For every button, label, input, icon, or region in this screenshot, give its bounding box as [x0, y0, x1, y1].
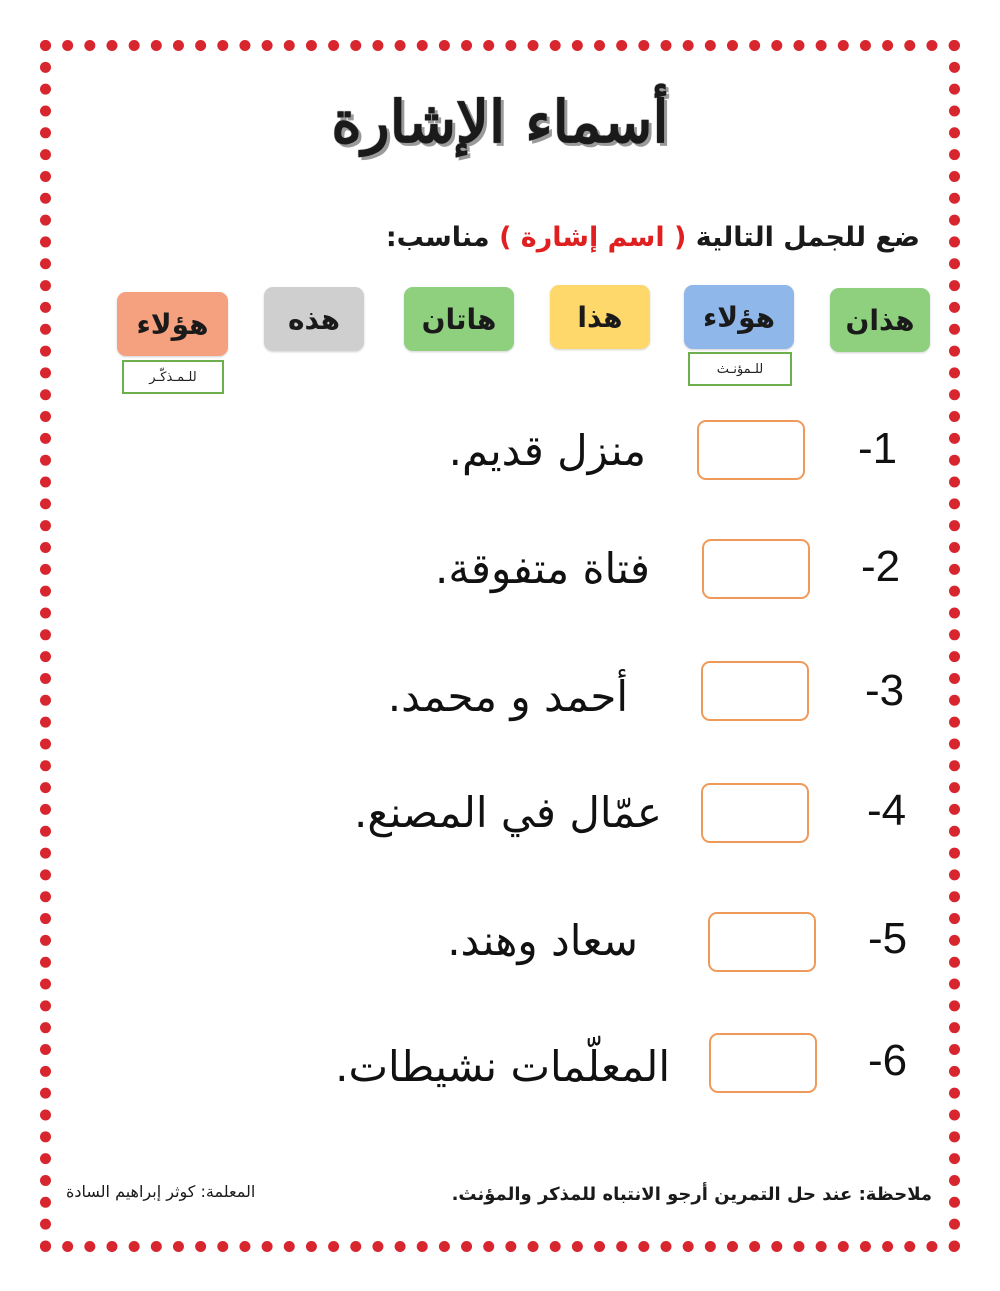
- word-note-masculine: للـمـذكّـر: [122, 360, 224, 394]
- question-1-answer-box[interactable]: [697, 420, 805, 480]
- word-note-feminine: للـمؤنـث: [688, 352, 792, 386]
- question-4-answer-box[interactable]: [701, 783, 809, 843]
- question-3-answer-box[interactable]: [701, 661, 809, 721]
- question-5-text: سعاد وهند.: [447, 916, 638, 965]
- word-card-hathihi[interactable]: هذه: [264, 287, 364, 351]
- question-4-text: عمّال في المصنع.: [354, 788, 662, 837]
- instruction-highlight: ( اسم إشارة ): [499, 222, 687, 253]
- question-1-number: -1: [858, 424, 898, 473]
- instruction-part-1: ضع للجمل التالية: [686, 222, 920, 253]
- question-3-number: -3: [865, 666, 905, 715]
- question-2-text: فتاة متفوقة.: [435, 544, 650, 593]
- question-5-number: -5: [868, 914, 908, 963]
- word-card-haulaa-masculine[interactable]: هؤلاء: [117, 292, 228, 356]
- question-4-number: -4: [867, 786, 907, 835]
- word-card-hatha[interactable]: هذا: [550, 285, 650, 349]
- page-title: أسماء الإشارة: [331, 88, 669, 156]
- question-3-text: أحمد و محمد.: [387, 672, 628, 721]
- word-card-hathan[interactable]: هذان: [830, 288, 930, 352]
- footer-note: ملاحظة: عند حل التمرين أرجو الانتباه للمذكر والمؤنث.: [451, 1184, 932, 1205]
- question-6-answer-box[interactable]: [709, 1033, 817, 1093]
- word-card-haulaa-feminine[interactable]: هؤلاء: [684, 285, 794, 349]
- instruction-part-2: مناسب:: [385, 222, 500, 253]
- word-card-hatan[interactable]: هاتان: [404, 287, 514, 351]
- question-6-text: المعلّمات نشيطات.: [335, 1042, 670, 1091]
- question-6-number: -6: [868, 1036, 908, 1085]
- instruction-text: [386, 222, 920, 253]
- footer-teacher: المعلمة: كوثر إبراهيم السادة: [66, 1182, 256, 1201]
- question-5-answer-box[interactable]: [708, 912, 816, 972]
- question-1-text: منزل قديم.: [448, 426, 646, 475]
- question-2-answer-box[interactable]: [702, 539, 810, 599]
- question-2-number: -2: [861, 542, 901, 591]
